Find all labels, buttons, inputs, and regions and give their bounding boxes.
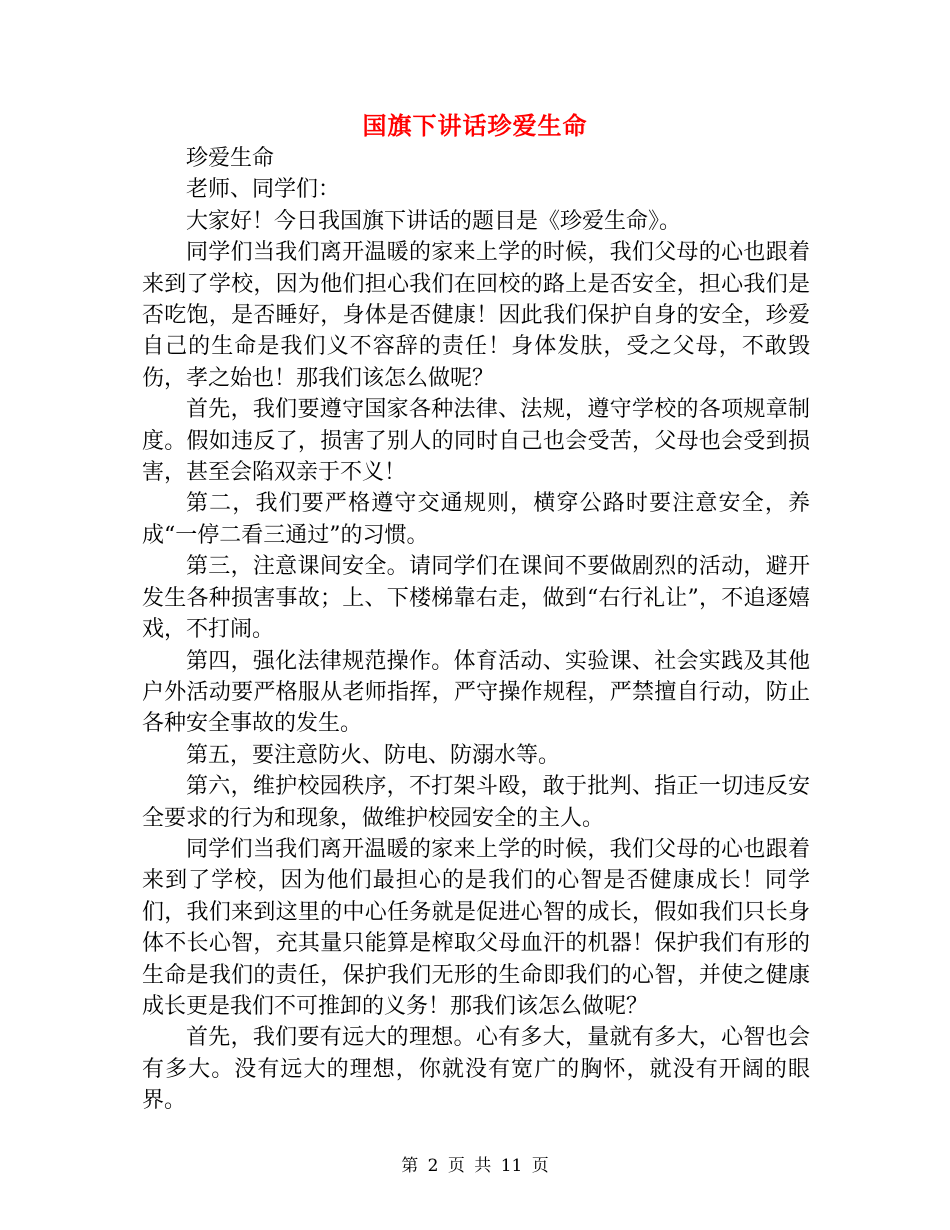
paragraph: 珍爱生命 xyxy=(186,146,275,171)
paragraph: 第五，要注意防火、防电、防溺水等。 xyxy=(186,742,561,768)
paragraph: 同学们当我们离开温暖的家来上学的时候，我们父母的心也跟着来到了学校，因为他们最担心的是我们的心智是否健康成长！同学们，我们来到这里的中心任务就是促进心智的成长，假如我们只长身体不长心智，充其量只能算是榨取父母血汗的机器！保护我们有形的生命是我们的责任，保护我们无形的生命即我们的心智，并使之健康成长更是我们不可推卸的义务！那我们该怎么做呢？ xyxy=(142,836,810,1019)
document-body xyxy=(142,143,810,1117)
paragraph: 第四，强化法律规范操作。体育活动、实验课、社会实践及其他户外活动要严格服从老师指挥，严守操作规程，严禁擅自行动，防止各种安全事故的发生。 xyxy=(142,648,810,737)
paragraph: 第二，我们要严格遵守交通规则，横穿公路时要注意安全，养成“一停二看三通过”的习惯。 xyxy=(142,491,810,548)
paragraph: 首先，我们要遵守国家各种法律、法规，遵守学校的各项规章制度。假如违反了，损害了别人的同时自己也会受苦，父母也会受到损害，甚至会陷双亲于不义！ xyxy=(142,397,810,486)
document-title: 国旗下讲话珍爱生命 xyxy=(362,111,588,140)
paragraph: 老师、同学们： xyxy=(186,177,341,203)
paragraph: 第三，注意课间安全。请同学们在课间不要做剧烈的活动，避开发生各种损害事故；上、下楼梯靠右走，做到“右行礼让”，不追逐嬉戏，不打闹。 xyxy=(142,554,810,643)
paragraph: 第六，维护校园秩序，不打架斗殴，敢于批判、指正一切违反安全要求的行为和现象，做维护校园安全的主人。 xyxy=(142,774,810,831)
paragraph: 首先，我们要有远大的理想。心有多大，量就有多大，心智也会有多大。没有远大的理想，你就没有宽广的胸怀，就没有开阔的眼界。 xyxy=(142,1025,810,1114)
paragraph: 大家好！今日我国旗下讲话的题目是《珍爱生命》。 xyxy=(186,208,682,234)
page-number-footer: 第 2 页 共 11 页 xyxy=(401,1156,549,1176)
paragraph: 同学们当我们离开温暖的家来上学的时候，我们父母的心也跟着来到了学校，因为他们担心我们在回校的路上是否安全，担心我们是否吃饱，是否睡好，身体是否健康！因此我们保护自身的安全，珍爱自己的生命是我们义不容辞的责任！身体发肤，受之父母，不敢毁伤，孝之始也！那我们该怎么做呢？ xyxy=(142,240,810,391)
